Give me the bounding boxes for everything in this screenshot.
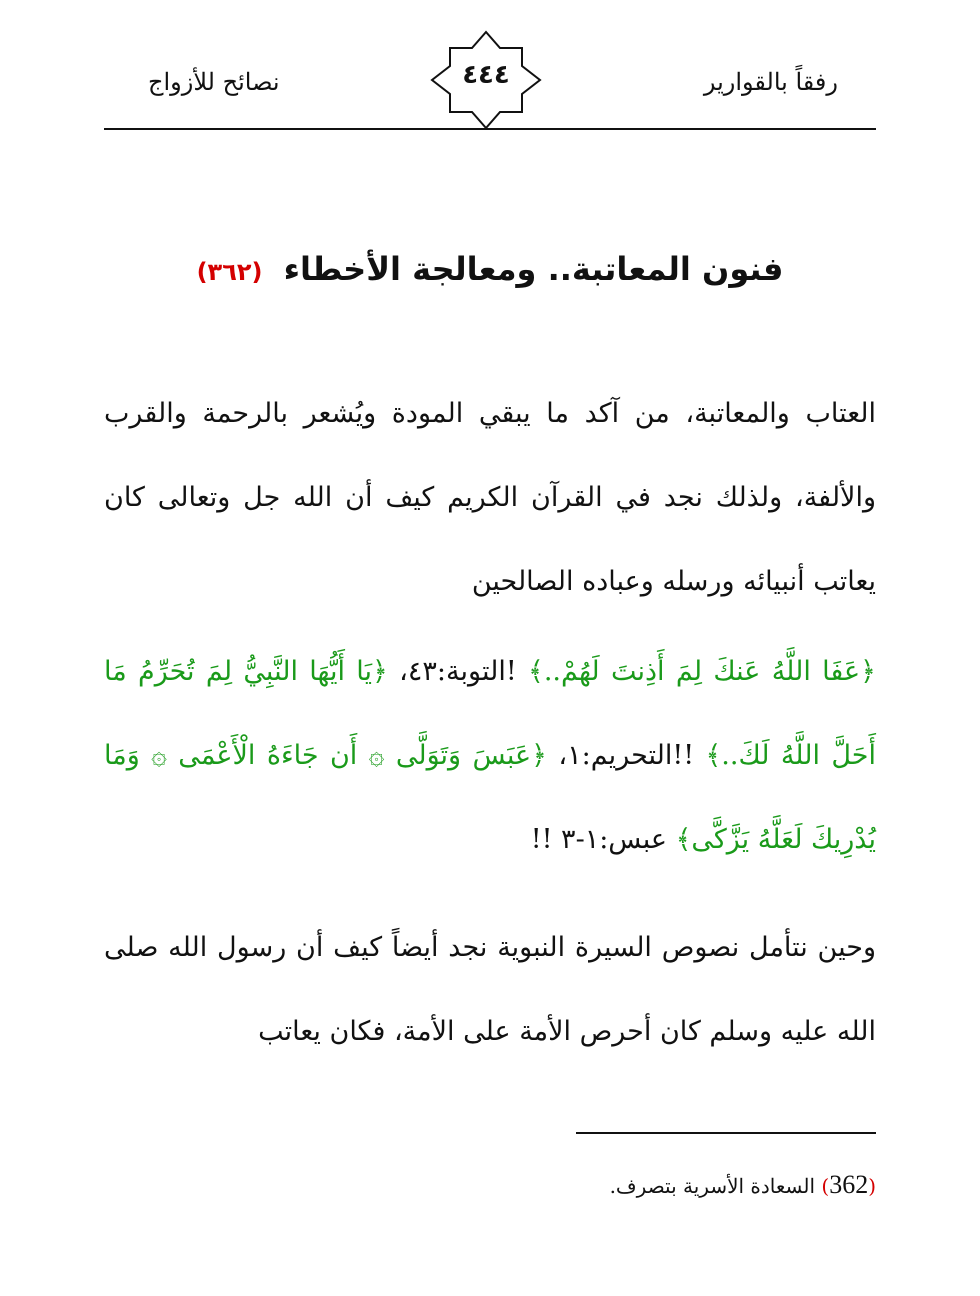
paragraph-sirah: وحين نتأمل نصوص السيرة النبوية نجد أيضاً كيف أن رسول الله صلى الله عليه وسلم كان أحرص الأمة على الأمة، فكان يعاتب: [104, 932, 876, 1047]
quran-verse-1: ﴿عَفَا اللَّهُ عَنكَ لِمَ أَذِنتَ لَهُمْ..﴾: [528, 656, 876, 687]
section-title-text: فنون المعاتبة.. ومعالجة الأخطاء: [283, 250, 784, 288]
footnote-reference: (٣٦٢): [196, 258, 263, 286]
footnote-number: 362: [829, 1170, 869, 1199]
verse-reference-2: !!التحريم:١،: [546, 740, 695, 771]
verse-reference-1: !التوبة:٤٣،: [387, 656, 517, 687]
footnote-rule: [576, 1132, 876, 1134]
header-left-title: نصائح للأزواج: [148, 68, 280, 96]
quran-verse-2: ﴿يَا أَيُّهَا النَّبِيُّ لِمَ تُحَرِّمُ مَا أَحَلَّ اللَّهُ لَكَ..﴾: [104, 656, 876, 771]
footnote-close-paren: ): [821, 1174, 830, 1198]
header-right-title: رفقاً بالقوارير: [703, 68, 838, 96]
header-rule: [104, 128, 876, 130]
page-number-badge: [430, 30, 542, 130]
footnote-text: السعادة الأسرية بتصرف.: [609, 1174, 822, 1198]
verse-reference-3: عبس:١-٣ !!: [530, 824, 667, 855]
footnote: [610, 1170, 876, 1200]
paragraph-verses: [104, 630, 876, 882]
page-number: ٤٤٤: [462, 60, 510, 90]
footnote-open-paren: (: [868, 1174, 876, 1198]
paragraph-intro: العتاب والمعاتبة، من آكد ما يبقي المودة ويُشعر بالرحمة والقرب والألفة، ولذلك نجد في القرآن الكريم كيف أن الله جل وتعالى كان يعاتب أنبيائه ورسله وعباده الصالحين: [104, 398, 876, 597]
section-title: [104, 250, 876, 288]
quran-verse-3: ﴿عَبَسَ وَتَوَلَّى ۞ أَن جَاءَهُ الْأَعْمَى ۞ وَمَا يُدْرِيكَ لَعَلَّهُ يَزَّكَّى﴾: [104, 740, 876, 855]
